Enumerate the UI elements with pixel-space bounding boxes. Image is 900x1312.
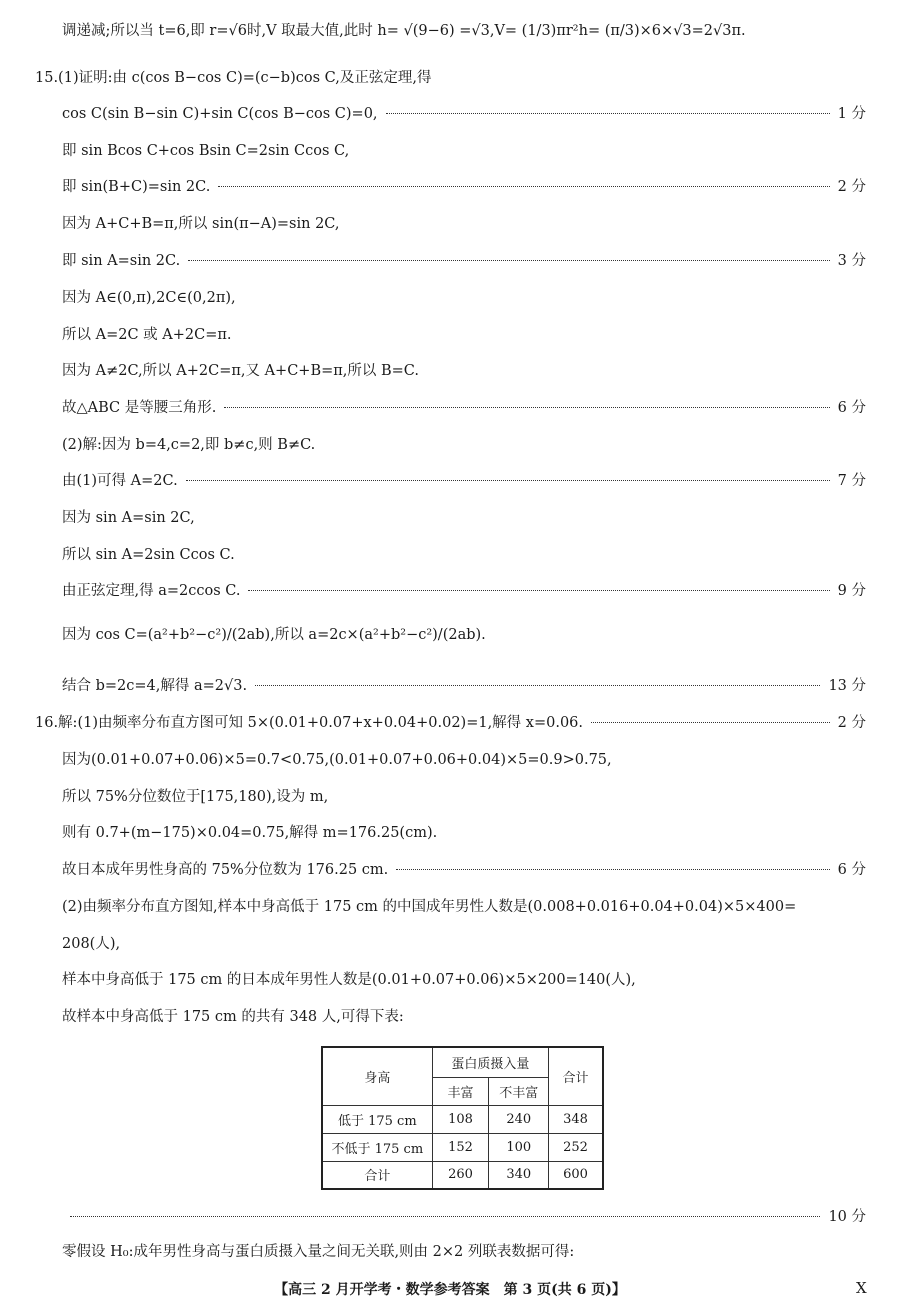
cell-value: 108 — [432, 1105, 489, 1133]
score-mark: 10 分 — [828, 1209, 866, 1225]
cell-value: 348 — [549, 1105, 603, 1133]
solution-line: 由(1)可得 A=2C. 7 分 — [62, 473, 866, 489]
row-label: 合计 — [322, 1161, 432, 1189]
score-mark: 6 分 — [837, 862, 866, 878]
solution-line: 208(人), — [62, 936, 121, 952]
solution-line: 因为 cos C=(a²+b²−c²)/(2ab),所以 a=2c×(a²+b²−c²)/(2ab). — [62, 627, 486, 643]
solution-line: 调递减;所以当 t=6,即 r=√6时,V 取最大值,此时 h= √(9−6) =√3,V= (1/3)πr²h= (π/3)×6×√3=2√3π. — [62, 23, 746, 39]
header-protein-intake: 蛋白质摄入量 — [432, 1047, 548, 1077]
footer-mark: X — [856, 1279, 867, 1297]
solution-line: 即 sin(B+C)=sin 2C. 2 分 — [62, 179, 866, 195]
score-mark: 1 分 — [837, 106, 866, 122]
page-footer: 【高三 2 月开学考・数学参考答案 第 3 页(共 6 页)】 — [274, 1282, 626, 1298]
row-label: 不低于 175 cm — [322, 1133, 432, 1161]
solution-line: 则有 0.7+(m−175)×0.04=0.75,解得 m=176.25(cm). — [62, 825, 438, 841]
cell-value: 152 — [432, 1133, 489, 1161]
solution-line: 零假设 H₀:成年男性身高与蛋白质摄入量之间无关联,则由 2×2 列联表数据可得: — [62, 1244, 575, 1260]
score-mark: 2 分 — [837, 179, 866, 195]
header-rich: 丰富 — [432, 1077, 489, 1105]
score-mark: 2 分 — [837, 715, 866, 731]
score-mark: 9 分 — [837, 583, 866, 599]
solution-line — [70, 1207, 866, 1227]
solution-line: 即 sin Bcos C+cos Bsin C=2sin Ccos C, — [62, 143, 350, 159]
header-not-rich: 不丰富 — [489, 1077, 549, 1105]
cell-value: 260 — [432, 1161, 489, 1189]
cell-value: 340 — [489, 1161, 549, 1189]
solution-line: 样本中身高低于 175 cm 的日本成年男性人数是(0.01+0.07+0.06)×5×200=140(人), — [62, 972, 636, 988]
contingency-table — [321, 1046, 604, 1190]
dot-leader — [386, 113, 830, 114]
score-mark: 13 分 — [828, 678, 866, 694]
solution-line: 因为 A≠2C,所以 A+2C=π,又 A+C+B=π,所以 B=C. — [62, 363, 419, 379]
table-row — [322, 1105, 603, 1133]
dot-leader — [396, 869, 829, 870]
table-row — [322, 1133, 603, 1161]
solution-line: 因为 A∈(0,π),2C∈(0,2π), — [62, 290, 236, 306]
table-row — [322, 1161, 603, 1189]
dot-leader — [224, 407, 829, 408]
score-mark: 6 分 — [837, 400, 866, 416]
dot-leader — [591, 722, 830, 723]
header-height: 身高 — [322, 1047, 432, 1105]
solution-line: 故△ABC 是等腰三角形. 6 分 — [62, 400, 866, 416]
solution-line: 即 sin A=sin 2C. 3 分 — [62, 253, 866, 269]
score-mark: 7 分 — [837, 473, 866, 489]
solution-line: 所以 A=2C 或 A+2C=π. — [62, 327, 232, 343]
cell-value: 600 — [549, 1161, 603, 1189]
solution-line: 因为 A+C+B=π,所以 sin(π−A)=sin 2C, — [62, 216, 340, 232]
dot-leader — [70, 1216, 820, 1217]
solution-line: 所以 sin A=2sin Ccos C. — [62, 547, 235, 563]
solution-line: (2)由频率分布直方图知,样本中身高低于 175 cm 的中国成年男性人数是(0.008+0.016+0.04+0.04)×5×400= — [62, 899, 797, 915]
solution-line: 故样本中身高低于 175 cm 的共有 348 人,可得下表: — [62, 1009, 404, 1025]
header-total: 合计 — [549, 1047, 603, 1105]
row-label: 低于 175 cm — [322, 1105, 432, 1133]
solution-line: 因为(0.01+0.07+0.06)×5=0.7<0.75,(0.01+0.07+0.06+0.04)×5=0.9>0.75, — [62, 752, 612, 768]
solution-line: cos C(sin B−sin C)+sin C(cos B−cos C)=0, 1 分 — [62, 106, 866, 122]
score-mark: 3 分 — [837, 253, 866, 269]
question-15-heading: 15.(1)证明:由 c(cos B−cos C)=(c−b)cos C,及正弦定理,得 — [35, 70, 432, 86]
dot-leader — [255, 685, 820, 686]
dot-leader — [188, 260, 829, 261]
solution-line: 所以 75%分位数位于[175,180),设为 m, — [62, 789, 329, 805]
solution-line: 因为 sin A=sin 2C, — [62, 510, 195, 526]
dot-leader — [218, 186, 829, 187]
cell-value: 100 — [489, 1133, 549, 1161]
solution-line: 故日本成年男性身高的 75%分位数为 176.25 cm. 6 分 — [62, 862, 866, 878]
question-16-heading: 16.解:(1)由频率分布直方图可知 5×(0.01+0.07+x+0.04+0.02)=1,解得 x=0.06. 2 分 — [35, 715, 866, 731]
solution-line: 结合 b=2c=4,解得 a=2√3. 13 分 — [62, 678, 866, 694]
cell-value: 252 — [549, 1133, 603, 1161]
solution-line: (2)解:因为 b=4,c=2,即 b≠c,则 B≠C. — [62, 437, 316, 453]
cell-value: 240 — [489, 1105, 549, 1133]
dot-leader — [248, 590, 829, 591]
solution-line: 由正弦定理,得 a=2ccos C. 9 分 — [62, 583, 866, 599]
dot-leader — [186, 480, 830, 481]
